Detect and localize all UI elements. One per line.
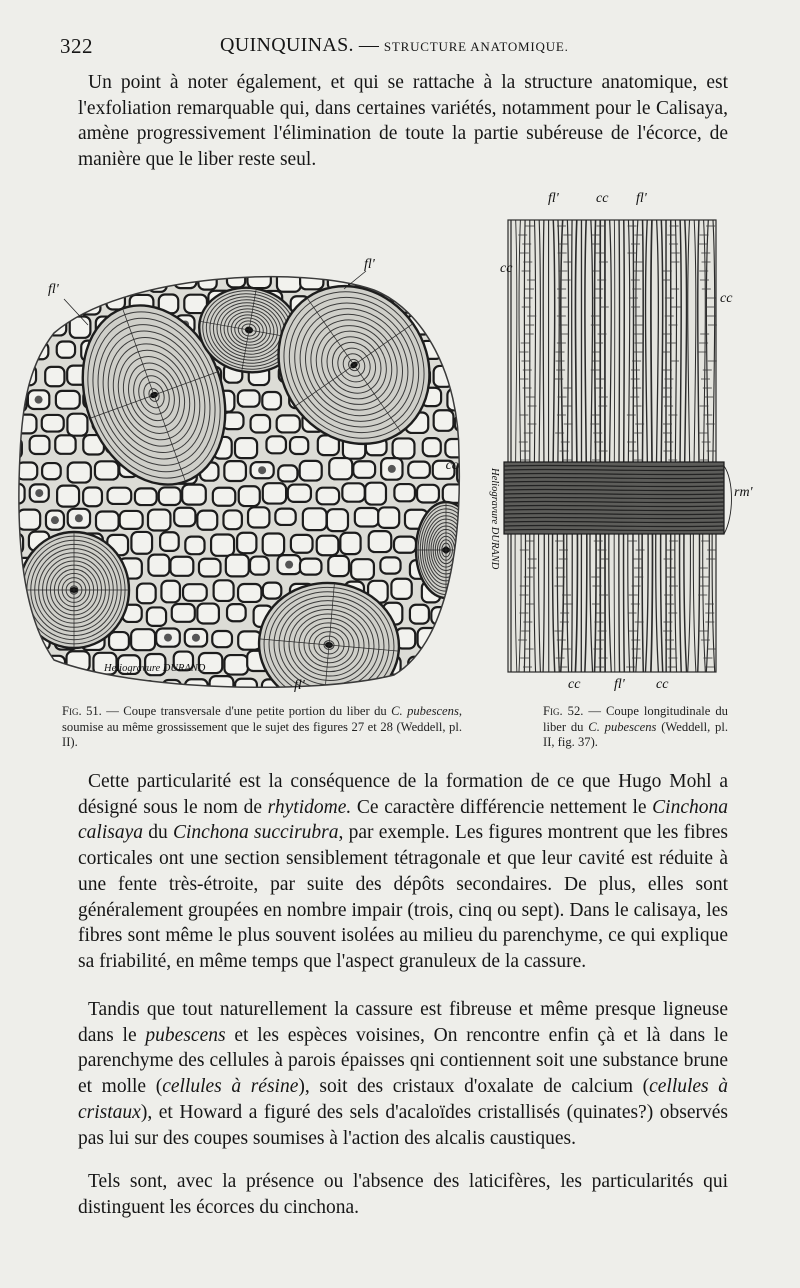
figure-52-engraving: [489, 190, 768, 695]
fig51-caption-dash: —: [106, 704, 119, 718]
p3-term-cellules-resine: cellules à résine: [162, 1076, 299, 1098]
fig51-caption-number: Fig. 51.: [62, 704, 102, 718]
fig51-label-fl-bottom: fl': [294, 678, 305, 693]
fig52-signature: Heliogravure DURAND: [489, 468, 500, 570]
figure-51: [14, 255, 462, 695]
fig52-caption-species: C. pubescens: [588, 719, 657, 734]
p2-species-calisaya: Cinchona calisaya: [78, 796, 729, 844]
fig52-label-cc-bottom-a: cc: [568, 677, 581, 692]
fig51-signature: Heliogravure DURAND: [104, 663, 206, 674]
fig52-label-cc-right: cc: [720, 291, 733, 306]
p2-text-g: , par exemple. Les figures montrent que les fibres corticales ont une section sensiblement tétragonale et que leur cavité est réduite à une fente très-étroite, par suite des dépôts secondaires. De plus, elles sont généralement groupées en nombre impair (trois, cinq ou sept). Dans le calisaya, les fibres sont même le plus souvent isolées au milieu du parenchyme, ce qui explique sa friabilité, en même temps que l'aspect granuleux de la cassure.: [78, 822, 728, 972]
fig52-caption-text-a: Coupe longitudinale du liber du: [543, 704, 728, 734]
fig51-label-fl-top-right: fl': [364, 257, 375, 272]
fig52-caption-dash: —: [588, 704, 602, 718]
p2-term-rhytidome: rhytidome.: [267, 796, 352, 818]
p2-text-c: Ce caractère différencie nettement le: [351, 796, 653, 818]
paragraph-conclusion: Tels sont, avec la présence ou l'absence des laticifères, les particularités qui distinguent les écorces du cinchona.: [78, 1171, 728, 1218]
p3-text-c: et les espèces voisines, On rencontre enfin çà et là dans le parenchyme des cellules à parois épaisses qni contiennent soit une substance brune et molle (: [78, 1024, 728, 1098]
p3-text-g: ), et Howard a figuré des sels d'acaloïdes cristallisés (quinates?) observés pas lui sur des coupes soumises à l'action des alcalis caustiques.: [78, 1101, 728, 1149]
fig52-label-fl-bottom: fl': [614, 677, 625, 692]
running-head: [220, 34, 569, 57]
running-subtitle: STRUCTURE ANATOMIQUE.: [383, 39, 569, 54]
page-number: 322: [60, 34, 93, 58]
fig51-caption-species: C. pubescens: [391, 704, 459, 718]
p3-species-pubescens: pubescens: [145, 1024, 226, 1046]
fig52-caption-number: Fig. 52.: [543, 704, 584, 718]
figure-52-caption: [543, 704, 728, 751]
figure-51-engraving: [14, 255, 462, 695]
figure-52: [489, 190, 768, 695]
fig51-caption-text-c: , soumise au même grossissement que le sujet des figures 27 et 28 (Weddell, pl. II).: [62, 704, 462, 749]
fig52-label-rm: rm': [734, 485, 753, 500]
paragraph-rhytidome: [78, 769, 728, 975]
page-header: [60, 34, 740, 64]
p3-text-a: Tandis que tout naturellement la cassure est fibreuse et même presque ligneuse dans le: [78, 999, 728, 1046]
fig52-label-cc-left: cc: [500, 261, 513, 276]
fig52-caption-text-c: (Weddell, pl. II, fig. 37).: [543, 719, 728, 749]
running-separator: —: [358, 34, 379, 56]
p2-text-a: Cette particularité est la conséquence de la formation de ce que Hugo Mohl a désigné sous le nom de: [78, 771, 728, 818]
fig52-label-fl-top-a: fl': [548, 191, 559, 206]
fig52-label-cc-top: cc: [596, 191, 609, 206]
p3-term-cellules-cristaux: cellules à cristaux: [78, 1076, 729, 1123]
paragraph-exfoliation: Un point à noter également, et qui se rattache à la structure anatomique, est l'exfoliation remarquable qui, dans certaines variétés, notamment pour le Calisaya, amène progressivement l'élimination de toute la partie subéreuse de l'écorce, de manière que le liber reste seul.: [78, 72, 728, 171]
fig52-label-cc-bottom-b: cc: [656, 677, 669, 692]
fig51-label-cc: cc: [445, 458, 458, 473]
p3-text-e: ), soit des cristaux d'oxalate de calcium (: [298, 1076, 650, 1098]
p2-species-succirubra: Cinchona succirubra: [172, 822, 339, 844]
figure-51-caption: [62, 704, 462, 751]
fig51-label-fl-top-left: fl': [48, 282, 59, 297]
fig52-label-fl-top-b: fl': [636, 191, 647, 206]
running-title: QUINQUINAS.: [220, 34, 354, 56]
p2-text-e: du: [142, 822, 173, 844]
fig51-caption-text-a: Coupe transversale d'une petite portion du liber du: [123, 704, 392, 718]
paragraph-cassure: [78, 997, 728, 1151]
